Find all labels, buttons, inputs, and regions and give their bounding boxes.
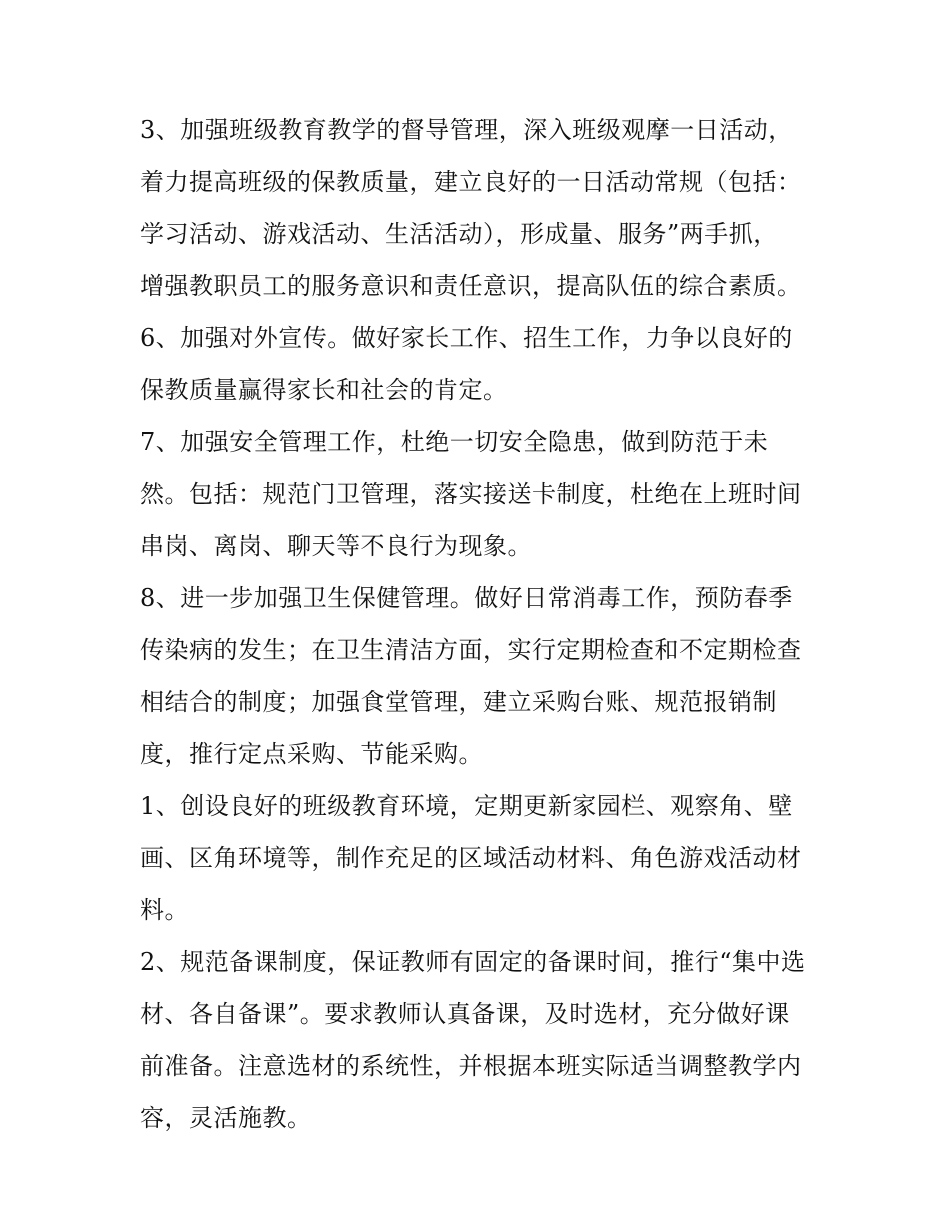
text-line: 着力提高班级的保教质量，建立良好的一日活动常规（包括： [140, 168, 802, 196]
text-line: 相结合的制度；加强食堂管理，建立采购台账、规范报销制 [140, 688, 777, 716]
text-line: 料。 [140, 896, 189, 924]
text-line: 画、区角环境等，制作充足的区域活动材料、角色游戏活动材 [140, 844, 802, 872]
text-line: 材、各自备课”。要求教师认真备课，及时选材，充分做好课 [140, 1000, 790, 1028]
text-line: 容，灵活施教。 [140, 1104, 312, 1132]
text-line: 传染病的发生；在卫生清洁方面，实行定期检查和不定期检查 [140, 636, 802, 664]
text-line: 6、加强对外宣传。做好家长工作、招生工作，力争以良好的 [140, 324, 793, 352]
text-line: 3、加强班级教育教学的督导管理，深入班级观摩一日活动， [140, 116, 793, 144]
text-line: 7、加强安全管理工作，杜绝一切安全隐患，做到防范于未 [140, 428, 769, 456]
text-line: 2、规范备课制度，保证教师有固定的备课时间，推行“集中选 [140, 948, 806, 976]
text-line: 增强教职员工的服务意识和责任意识，提高队伍的综合素质。 [140, 272, 802, 300]
text-line: 然。包括：规范门卫管理，落实接送卡制度，杜绝在上班时间 [140, 480, 802, 508]
text-line: 前准备。注意选材的系统性，并根据本班实际适当调整教学内 [140, 1052, 802, 1080]
text-line: 度，推行定点采购、节能采购。 [140, 740, 483, 768]
text-line: 保教质量赢得家长和社会的肯定。 [140, 376, 508, 404]
text-line: 学习活动、游戏活动、生活活动），形成量、服务”两手抓， [140, 220, 778, 248]
text-line: 串岗、离岗、聊天等不良行为现象。 [140, 532, 532, 560]
text-line: 1、创设良好的班级教育环境，定期更新家园栏、观察角、壁 [140, 792, 793, 820]
text-line: 8、进一步加强卫生保健管理。做好日常消毒工作，预防春季 [140, 584, 793, 612]
